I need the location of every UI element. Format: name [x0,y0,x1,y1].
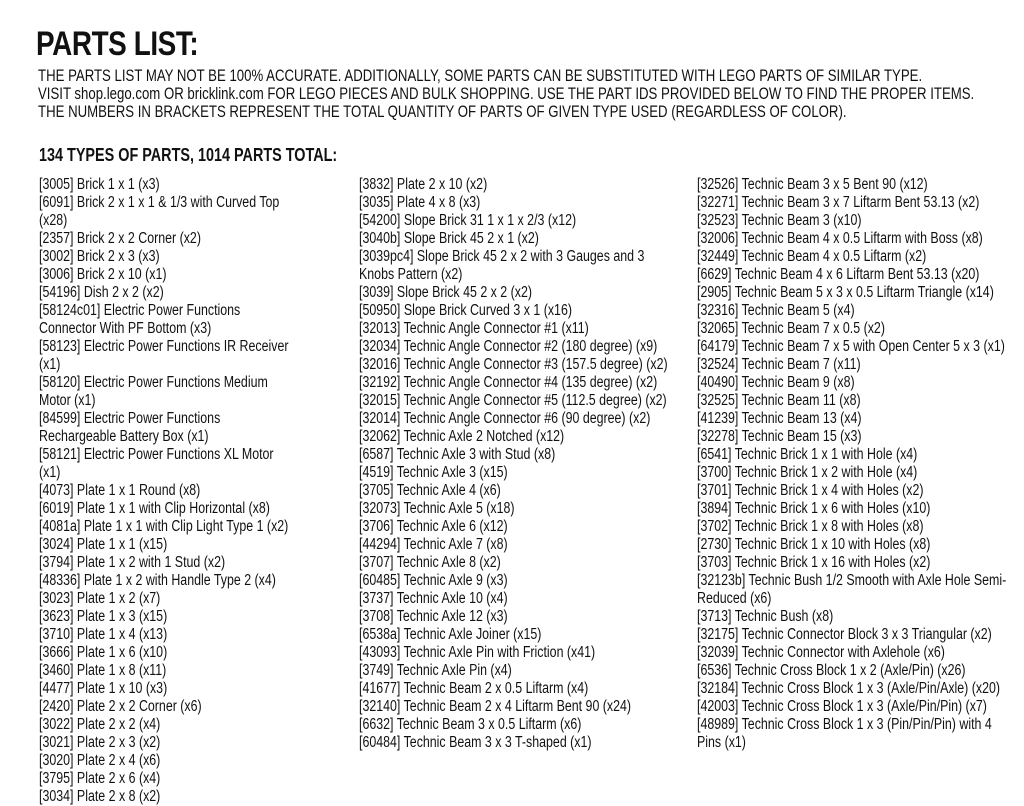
parts-column-2-list [359,176,671,752]
part-list-item: [3706] Technic Axle 6 (x12) [359,518,508,535]
part-list-item: [3700] Technic Brick 1 x 2 with Hole (x4) [697,464,918,481]
part-list-item: [44294] Technic Axle 7 (x8) [359,536,508,553]
part-list-item: [3021] Plate 2 x 3 (x2) [39,734,161,751]
part-list-item: [3832] Plate 2 x 10 (x2) [359,176,488,193]
parts-summary: 134 TYPES OF PARTS, 1014 PARTS TOTAL: [39,145,338,165]
part-list-item: [32449] Technic Beam 4 x 0.5 Liftarm (x2) [697,248,927,265]
part-list-item: [3705] Technic Axle 4 (x6) [359,482,501,499]
part-list-item: [3034] Plate 2 x 8 (x2) [39,788,161,805]
part-list-item: [32016] Technic Angle Connector #3 (157.5 degree) (x2) [359,356,668,373]
part-list-item: [3005] Brick 1 x 1 (x3) [39,176,160,193]
part-list-item: [64179] Technic Beam 7 x 5 with Open Center 5 x 3 (x1) [697,338,1005,355]
part-list-item: [58123] Electric Power Functions IR Receiver (x1) [39,338,289,373]
part-list-item: [6536] Technic Cross Block 1 x 2 (Axle/Pin) (x26) [697,662,966,679]
part-list-item: [6091] Brick 2 x 1 x 1 & 1/3 with Curved Top (x28) [39,194,280,229]
parts-column-1-list [39,176,297,806]
part-list-item: [6541] Technic Brick 1 x 1 with Hole (x4) [697,446,918,463]
parts-column-2 [359,176,749,752]
part-list-item: [58121] Electric Power Functions XL Motor (x1) [39,446,274,481]
part-list-item: [3701] Technic Brick 1 x 4 with Holes (x2) [697,482,924,499]
part-list-item: [58124c01] Electric Power Functions Connector With PF Bottom (x3) [39,302,241,337]
part-list-item: [32039] Technic Connector with Axlehole (x6) [697,644,945,661]
part-list-item: [3713] Technic Bush (x8) [697,608,834,625]
part-list-item: [32062] Technic Axle 2 Notched (x12) [359,428,565,445]
part-list-item: [50950] Slope Brick Curved 3 x 1 (x16) [359,302,572,319]
page-title: PARTS LIST: [36,25,199,63]
part-list-item: [58120] Electric Power Functions Medium Motor (x1) [39,374,268,409]
part-list-item: [48336] Plate 1 x 2 with Handle Type 2 (x4) [39,572,276,589]
parts-column-3-list [697,176,1017,752]
part-list-item: [32014] Technic Angle Connector #6 (90 degree) (x2) [359,410,651,427]
part-list-item: [3006] Brick 2 x 10 (x1) [39,266,167,283]
part-list-item: [4073] Plate 1 x 1 Round (x8) [39,482,201,499]
part-list-item: [32316] Technic Beam 5 (x4) [697,302,855,319]
part-list-item: [4477] Plate 1 x 10 (x3) [39,680,168,697]
part-list-item: [3707] Technic Axle 8 (x2) [359,554,501,571]
part-list-item: [42003] Technic Cross Block 1 x 3 (Axle/Pin/Pin) (x7) [697,698,987,715]
part-list-item: [60485] Technic Axle 9 (x3) [359,572,508,589]
intro-line-shopping: VISIT shop.lego.com OR bricklink.com FOR LEGO PIECES AND BULK SHOPPING. USE THE PART IDS PROVIDED BELOW TO FIND THE PROPER ITEMS. [38,85,975,103]
part-list-item: [2730] Technic Brick 1 x 10 with Holes (x8) [697,536,931,553]
part-list-item: [32123b] Technic Bush 1/2 Smooth with Axle Hole Semi-Reduced (x6) [697,572,1007,607]
intro-line-quantities: THE NUMBERS IN BRACKETS REPRESENT THE TOTAL QUANTITY OF PARTS OF GIVEN TYPE USED (REGARDLESS OF COLOR). [38,103,847,121]
part-list-item: [6538a] Technic Axle Joiner (x15) [359,626,542,643]
part-list-item: [2905] Technic Beam 5 x 3 x 0.5 Liftarm Triangle (x14) [697,284,994,301]
part-list-item: [43093] Technic Axle Pin with Friction (x41) [359,644,596,661]
part-list-item: [32525] Technic Beam 11 (x8) [697,392,861,409]
part-list-item: [3737] Technic Axle 10 (x4) [359,590,508,607]
part-list-item: [3710] Plate 1 x 4 (x13) [39,626,168,643]
part-list-item: [3035] Plate 4 x 8 (x3) [359,194,481,211]
part-list-item: [32065] Technic Beam 7 x 0.5 (x2) [697,320,885,337]
part-list-item: [3708] Technic Axle 12 (x3) [359,608,508,625]
part-list-item: [3666] Plate 1 x 6 (x10) [39,644,168,661]
part-list-item: [3794] Plate 1 x 2 with 1 Stud (x2) [39,554,226,571]
part-list-item: [3002] Brick 2 x 3 (x3) [39,248,160,265]
part-list-item: [32271] Technic Beam 3 x 7 Liftarm Bent 53.13 (x2) [697,194,980,211]
part-list-item: [3040b] Slope Brick 45 2 x 1 (x2) [359,230,539,247]
part-list-item: [32278] Technic Beam 15 (x3) [697,428,862,445]
part-list-item: [3703] Technic Brick 1 x 16 with Holes (x2) [697,554,931,571]
part-list-item: [32013] Technic Angle Connector #1 (x11) [359,320,589,337]
part-list-item: [6629] Technic Beam 4 x 6 Liftarm Bent 53.13 (x20) [697,266,980,283]
part-list-item: [32175] Technic Connector Block 3 x 3 Triangular (x2) [697,626,992,643]
part-list-item: [6632] Technic Beam 3 x 0.5 Liftarm (x6) [359,716,582,733]
part-list-item: [2420] Plate 2 x 2 Corner (x6) [39,698,202,715]
part-list-item: [54196] Dish 2 x 2 (x2) [39,284,164,301]
part-list-item: [3702] Technic Brick 1 x 8 with Holes (x8) [697,518,924,535]
part-list-item: [3023] Plate 1 x 2 (x7) [39,590,161,607]
parts-column-1 [39,176,361,806]
part-list-item: [32006] Technic Beam 4 x 0.5 Liftarm with Boss (x8) [697,230,983,247]
part-list-item: [32034] Technic Angle Connector #2 (180 degree) (x9) [359,338,658,355]
part-list-item: [3623] Plate 1 x 3 (x15) [39,608,168,625]
intro-line-accuracy: THE PARTS LIST MAY NOT BE 100% ACCURATE. ADDITIONALLY, SOME PARTS CAN BE SUBSTITUTED WITH LEGO PARTS OF SIMILAR TYPE. [38,67,923,85]
part-list-item: [32523] Technic Beam 3 (x10) [697,212,862,229]
part-list-item: [2357] Brick 2 x 2 Corner (x2) [39,230,201,247]
part-list-item: [32184] Technic Cross Block 1 x 3 (Axle/Pin/Axle) (x20) [697,680,1001,697]
part-list-item: [32526] Technic Beam 3 x 5 Bent 90 (x12) [697,176,928,193]
part-list-item: [32015] Technic Angle Connector #5 (112.5 degree) (x2) [359,392,667,409]
part-list-item: [3460] Plate 1 x 8 (x11) [39,662,167,679]
part-list-item: [3749] Technic Axle Pin (x4) [359,662,512,679]
part-list-item: [41239] Technic Beam 13 (x4) [697,410,862,427]
part-list-item: [32192] Technic Angle Connector #4 (135 degree) (x2) [359,374,658,391]
parts-column-3 [697,176,1024,752]
part-list-item: [3039pc4] Slope Brick 45 2 x 2 with 3 Gauges and 3 Knobs Pattern (x2) [359,248,645,283]
part-list-item: [84599] Electric Power Functions Rechargeable Battery Box (x1) [39,410,221,445]
part-list-item: [3894] Technic Brick 1 x 6 with Holes (x10) [697,500,931,517]
part-list-item: [3020] Plate 2 x 4 (x6) [39,752,161,769]
part-list-item: [32140] Technic Beam 2 x 4 Liftarm Bent 90 (x24) [359,698,632,715]
part-list-item: [32073] Technic Axle 5 (x18) [359,500,515,517]
intro-text [38,67,975,121]
part-list-item: [4519] Technic Axle 3 (x15) [359,464,508,481]
part-list-item: [6587] Technic Axle 3 with Stud (x8) [359,446,556,463]
part-list-item: [41677] Technic Beam 2 x 0.5 Liftarm (x4) [359,680,589,697]
part-list-item: [4081a] Plate 1 x 1 with Clip Light Type 1 (x2) [39,518,289,535]
part-list-item: [3795] Plate 2 x 6 (x4) [39,770,161,787]
part-list-item: [3039] Slope Brick 45 2 x 2 (x2) [359,284,533,301]
part-list-item: [6019] Plate 1 x 1 with Clip Horizontal (x8) [39,500,270,517]
part-list-item: [54200] Slope Brick 31 1 x 1 x 2/3 (x12) [359,212,577,229]
part-list-item: [3022] Plate 2 x 2 (x4) [39,716,161,733]
part-list-item: [60484] Technic Beam 3 x 3 T-shaped (x1) [359,734,592,751]
part-list-item: [48989] Technic Cross Block 1 x 3 (Pin/Pin/Pin) with 4 Pins (x1) [697,716,992,751]
part-list-item: [3024] Plate 1 x 1 (x15) [39,536,168,553]
part-list-item: [40490] Technic Beam 9 (x8) [697,374,855,391]
part-list-item: [32524] Technic Beam 7 (x11) [697,356,861,373]
